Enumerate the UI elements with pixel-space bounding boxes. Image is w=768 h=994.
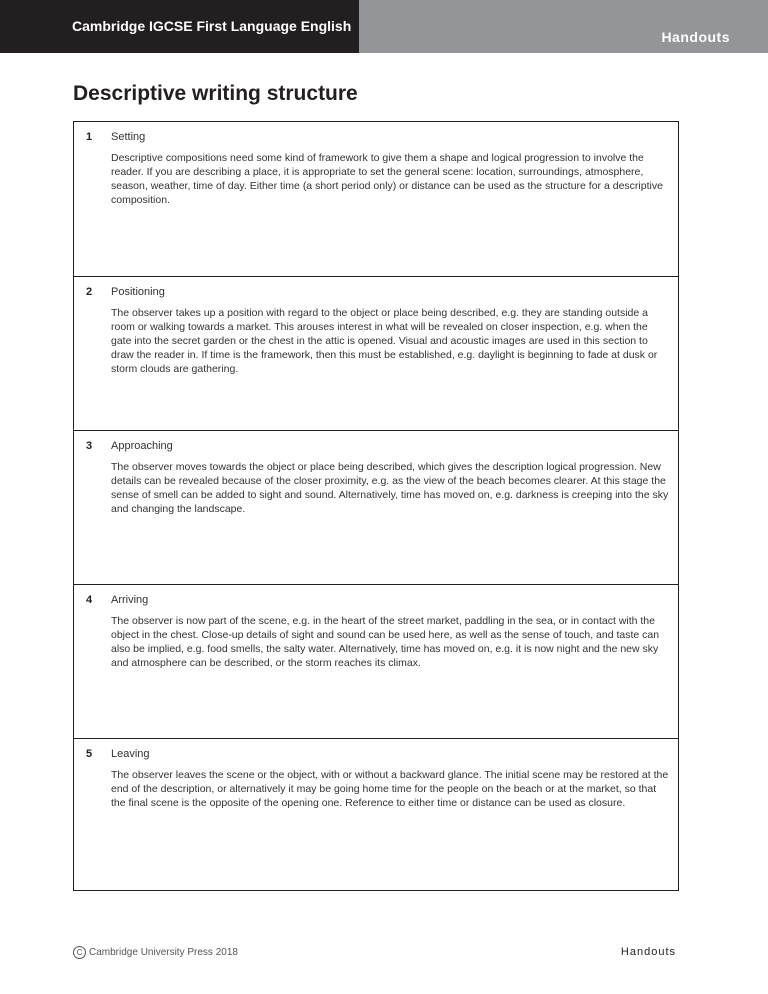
row-heading: Setting xyxy=(111,131,146,143)
row-number: 2 xyxy=(86,286,93,298)
row-number: 1 xyxy=(86,131,93,143)
row-body: The observer leaves the scene or the object, with or without a backward glance. The initial scene may be restored at the end of the description, or alternatively it may be going home time for the people on the beach or at the market, so that the final scene is the opposite of the opening one. Reference to either time or distance can be used as closure. xyxy=(111,769,669,809)
table-row xyxy=(74,122,678,276)
copyright-text: Cambridge University Press 2018 xyxy=(89,947,238,958)
page-title: Descriptive writing structure xyxy=(73,82,358,105)
table-row xyxy=(74,584,678,738)
table-row xyxy=(74,430,678,584)
row-heading: Approaching xyxy=(111,440,173,452)
structure-table xyxy=(73,121,679,891)
header-bar xyxy=(0,0,768,53)
row-body: The observer moves towards the object or place being described, which gives the description logical progression. New details can be revealed because of the closer proximity, e.g. as the view of the beach becomes clearer. At this stage the sense of smell can be added to sight and sound. Alternatively, time has moved on, e.g. darkness is creeping into the sky and changing the landscape. xyxy=(111,461,669,515)
row-number: 5 xyxy=(86,748,93,760)
copyright-icon: C xyxy=(73,946,86,959)
row-body: The observer takes up a position with regard to the object or place being described, e.g. they are standing outside a room or walking towards a market. This arouses interest in what will be revealed on closer inspection, e.g. when the gate into the secret garden or the chest in the attic is opened. Visual and acoustic images are used in this section to draw the reader in. If time is the framework, then this must be established, e.g. daylight is beginning to fade at dusk or storm clouds are gathering. xyxy=(111,307,658,375)
row-heading: Positioning xyxy=(111,286,165,298)
footer-section-label: Handouts xyxy=(620,946,676,958)
row-body: The observer is now part of the scene, e.g. in the heart of the street market, paddling in the sea, or in contact with the object in the chest. Close-up details of sight and sound can be used here, as well as the sense of touch, and taste can also be implied, e.g. food smells, the salty water. Alternatively, time has moved on, e.g. it is now night and the new sky and atmosphere can be described, or the storm reaches its climax. xyxy=(111,615,660,669)
table-row xyxy=(74,738,678,892)
copyright-notice xyxy=(73,946,238,959)
course-title: Cambridge IGCSE First Language English xyxy=(0,0,359,53)
row-heading: Leaving xyxy=(111,748,150,760)
table-row xyxy=(74,276,678,430)
row-body: Descriptive compositions need some kind of framework to give them a shape and logical progression to involve the reader. If you are describing a place, it is appropriate to set the general scene: location, surroundings, atmosphere, season, weather, time of day. Either time (a short period only) or distance can be used as the structure for a descriptive composition. xyxy=(111,152,663,206)
row-number: 4 xyxy=(86,594,93,606)
section-title: Handouts xyxy=(359,0,768,53)
row-number: 3 xyxy=(86,440,93,452)
row-heading: Arriving xyxy=(111,594,149,606)
